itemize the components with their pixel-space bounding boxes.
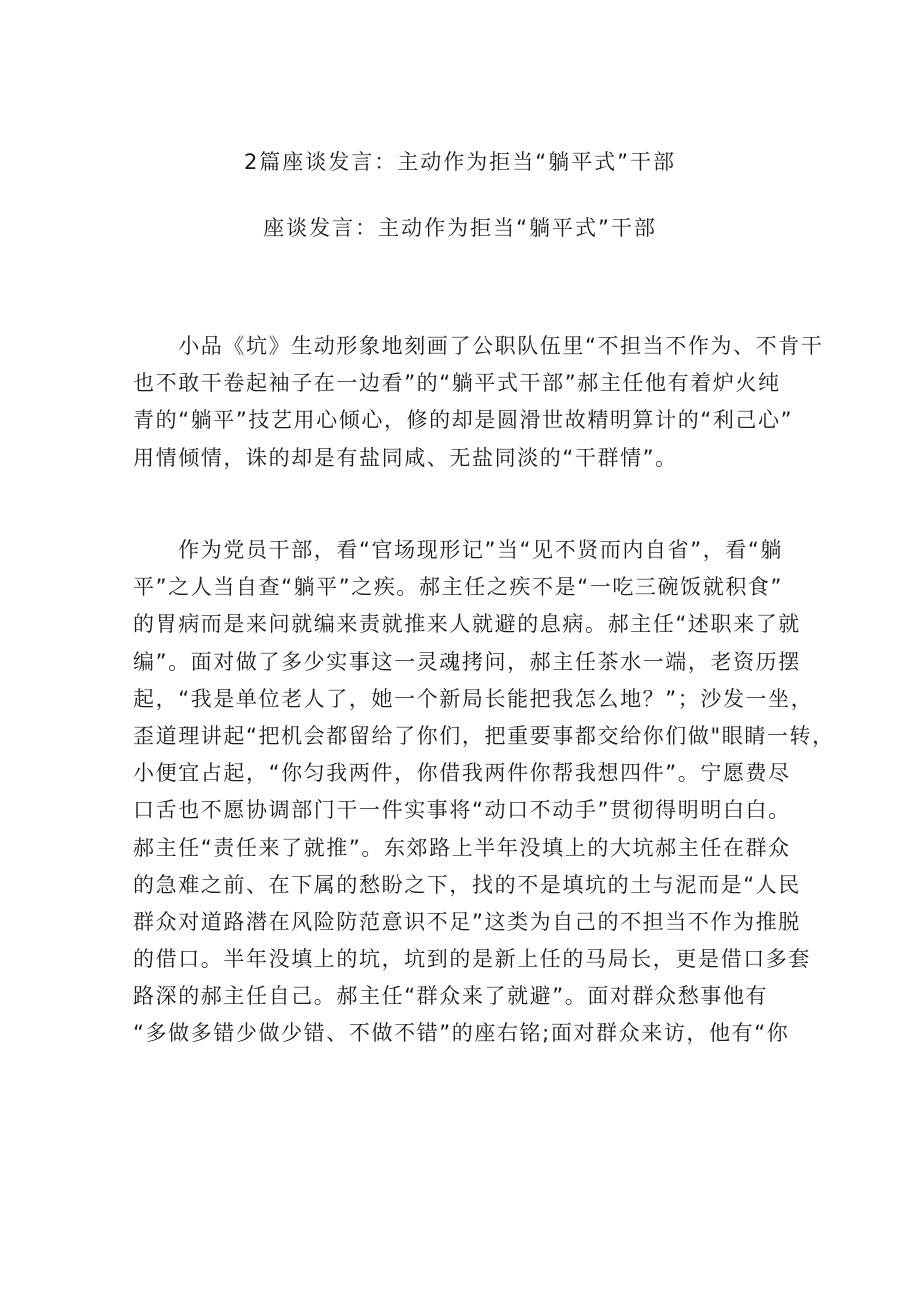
paragraph-line: 的胃病而是来问就编来责就推来人就避的息病。郝主任“述职来了就 <box>133 612 801 637</box>
paragraph-line: 郝主任“责任来了就推”。东郊路上半年没填上的大坑郝主任在群众 <box>133 835 791 860</box>
paragraph-line: 小便宜占起，“你匀我两件，你借我两件你帮我想四件”。宁愿费尽 <box>133 761 791 786</box>
paragraph-line: 小品《坑》生动形象地刻画了公职队伍里“不担当不作为、不肯干 <box>133 334 824 358</box>
page-subtitle: 座谈发言：主动作为拒当“躺平式”干部 <box>263 216 657 240</box>
paragraph-line: 起，“我是单位老人了，她一个新局长能把我怎么地？”；沙发一坐， <box>133 686 814 711</box>
paragraph-line: 编”。面对做了多少实事这一灵魂拷问，郝主任茶水一端，老资历摆 <box>133 649 801 674</box>
paragraph-line: 歪道理讲起“把机会都留给了你们，把重要事都交给你们做"眼睛一转， <box>133 723 835 748</box>
paragraph-2 <box>133 532 835 1053</box>
paragraph-line: 作为党员干部，看“官场现形记”当“见不贤而内自省”，看“躺 <box>133 538 783 562</box>
paragraph-line: 也不敢干卷起袖子在一边看”的“躺平式干部”郝主任他有着炉火纯 <box>133 371 781 396</box>
paragraph-line: 的借口。半年没填上的坑，坑到的是新上任的马局长，更是借口多套 <box>133 947 811 972</box>
paragraph-line: 用情倾情，诛的却是有盐同咸、无盐同淡的“干群情”。 <box>133 445 678 470</box>
paragraph-line: 青的“躺平”技艺用心倾心，修的却是圆滑世故精明算计的“利己心” <box>133 408 794 433</box>
paragraph-line: 口舌也不愿协调部门干一件实事将“动口不动手”贯彻得明明白白。 <box>133 798 791 823</box>
paragraph-line: 的急难之前、在下属的愁盼之下，找的不是填坑的土与泥而是“人民 <box>133 872 801 897</box>
paragraph-line: 路深的郝主任自己。郝主任“群众来了就避”。面对群众愁事他有 <box>133 984 769 1009</box>
paragraph-line: 群众对道路潜在风险防范意识不足”这类为自己的不担当不作为推脱 <box>133 909 801 934</box>
paragraph-line: 平”之人当自查“躺平”之疾。郝主任之疾不是“一吃三碗饭就积食” <box>133 575 783 600</box>
page-title: 2篇座谈发言：主动作为拒当“躺平式”干部 <box>243 150 677 174</box>
paragraph-line: “多做多错少做少错、不做不错”的座右铭;面对群众来访，他有“你 <box>133 1021 790 1046</box>
paragraph-1 <box>133 328 824 477</box>
